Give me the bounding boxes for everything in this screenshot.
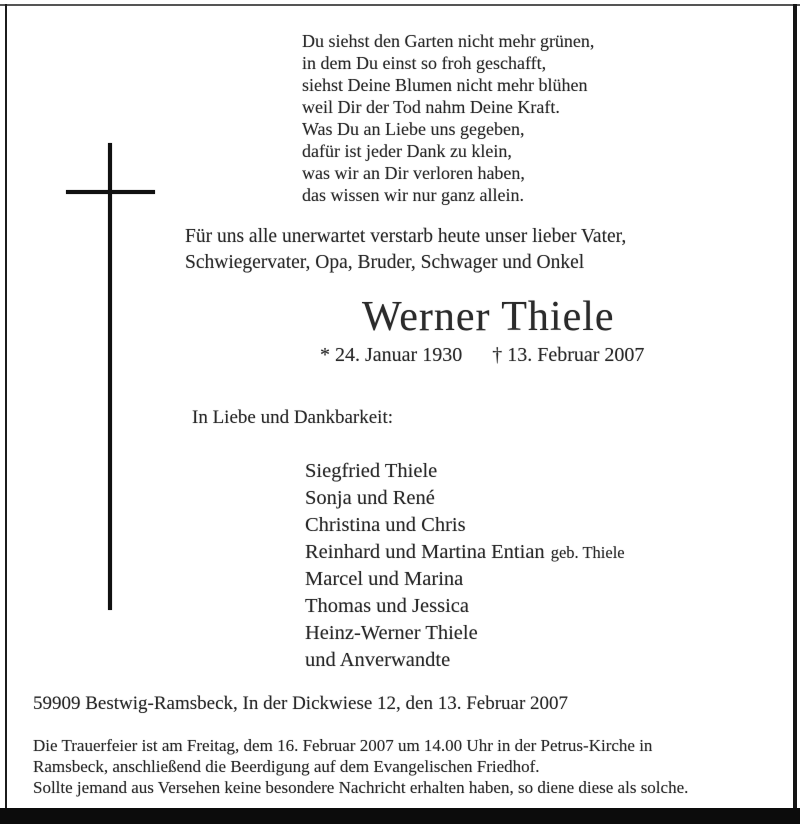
announcement-text [185, 224, 626, 276]
birth-date: * 24. Januar 1930 [320, 344, 463, 366]
frame-right-line [793, 4, 797, 810]
mourners-list [305, 458, 625, 674]
funeral-line: Ramsbeck, anschließend die Beerdigung auf dem Evangelischen Friedhof. [33, 757, 540, 776]
frame-top-line [0, 4, 800, 6]
mourner-item: und Anverwandte [305, 649, 451, 671]
announcement-line: Für uns alle unerwartet verstarb heute unser lieber Vater, [185, 226, 627, 247]
mourner-item: Sonja und René [305, 487, 435, 509]
poem-line: dafür ist jeder Dank zu klein, [302, 141, 512, 161]
poem-line: Du siehst den Garten nicht mehr grünen, [302, 31, 595, 51]
poem-line: Was Du an Liebe uns gegeben, [302, 119, 525, 139]
poem-line: in dem Du einst so froh geschafft, [302, 53, 547, 73]
funeral-line: Die Trauerfeier ist am Freitag, dem 16. Februar 2007 um 14.00 Uhr in der Petrus-Kirche in [33, 736, 653, 755]
announcement-line: Schwiegervater, Opa, Bruder, Schwager und Onkel [185, 252, 585, 273]
life-dates [320, 344, 644, 367]
mourner-item: Christina und Chris [305, 514, 466, 536]
funeral-details [33, 735, 688, 798]
address-date-line: 59909 Bestwig-Ramsbeck, In der Dickwiese 12, den 13. Februar 2007 [33, 693, 569, 714]
cross-vertical-bar [108, 143, 112, 610]
funeral-line: Sollte jemand aus Versehen keine besondere Nachricht erhalten haben, so diene diese als solche. [33, 778, 689, 797]
poem-line: siehst Deine Blumen nicht mehr blühen [302, 75, 588, 95]
mourner-item: Heinz-Werner Thiele [305, 622, 478, 644]
poem-line: das wissen wir nur ganz allein. [302, 185, 524, 205]
frame-bottom-band [0, 808, 800, 824]
poem-line: weil Dir der Tod nahm Deine Kraft. [302, 97, 560, 117]
mourner-item: Thomas und Jessica [305, 595, 469, 617]
poem-line: was wir an Dir verloren haben, [302, 163, 525, 183]
mourner-item: Reinhard und Martina Entian geb. Thiele [305, 541, 625, 563]
deceased-name: Werner Thiele [362, 294, 615, 340]
death-date: † 13. Februar 2007 [492, 344, 645, 366]
frame-left-line [5, 4, 7, 810]
memorial-poem [302, 30, 594, 206]
closing-phrase: In Liebe und Dankbarkeit: [192, 407, 394, 428]
mourner-item: Marcel und Marina [305, 568, 464, 590]
cross-horizontal-bar [66, 190, 155, 194]
mourner-item: Siegfried Thiele [305, 460, 438, 482]
